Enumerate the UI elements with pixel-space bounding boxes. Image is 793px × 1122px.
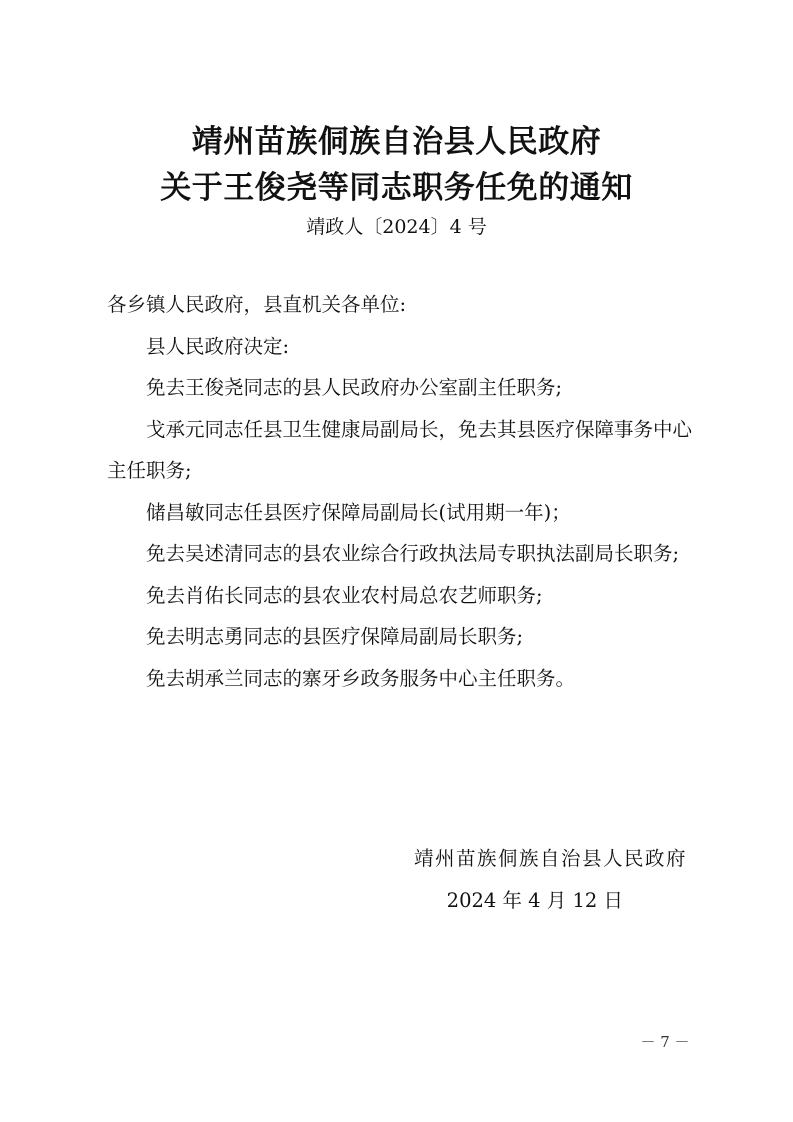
body-paragraph: 县人民政府决定: bbox=[146, 334, 290, 358]
issuer-signature: 靖州苗族侗族自治县人民政府 bbox=[413, 847, 687, 870]
document-number: 靖政人〔2024〕4 号 bbox=[306, 216, 487, 238]
document-title-line-2: 关于王俊尧等同志职务任免的通知 bbox=[160, 170, 633, 206]
body-paragraph: 免去肖佑长同志的县农业农村局总农艺师职务; bbox=[146, 583, 543, 607]
document-body bbox=[107, 284, 697, 699]
body-paragraph: 戈承元同志任县卫生健康局副局长，免去其县医疗保障事务中心主任职务; bbox=[107, 417, 693, 482]
body-paragraph: 免去胡承兰同志的寨牙乡政务服务中心主任职务。 bbox=[146, 666, 576, 690]
body-paragraph: 免去王俊尧同志的县人民政府办公室副主任职务; bbox=[146, 376, 563, 399]
issue-date: 2024 年 4 月 12 日 bbox=[446, 889, 623, 912]
body-paragraph: 储昌敏同志任县医疗保障局副局长(试用期一年)； bbox=[146, 500, 571, 524]
addressee: 各乡镇人民政府，县直机关各单位: bbox=[107, 293, 407, 316]
body-paragraph: 免去明志勇同志的县医疗保障局副局长职务; bbox=[146, 625, 524, 648]
document-title-line-1: 靖州苗族侗族自治县人民政府 bbox=[191, 124, 602, 160]
page-number: － 7 － bbox=[640, 1033, 690, 1051]
body-paragraph: 免去吴述清同志的县农业综合行政执法局专职执法副局长职务; bbox=[146, 542, 680, 565]
